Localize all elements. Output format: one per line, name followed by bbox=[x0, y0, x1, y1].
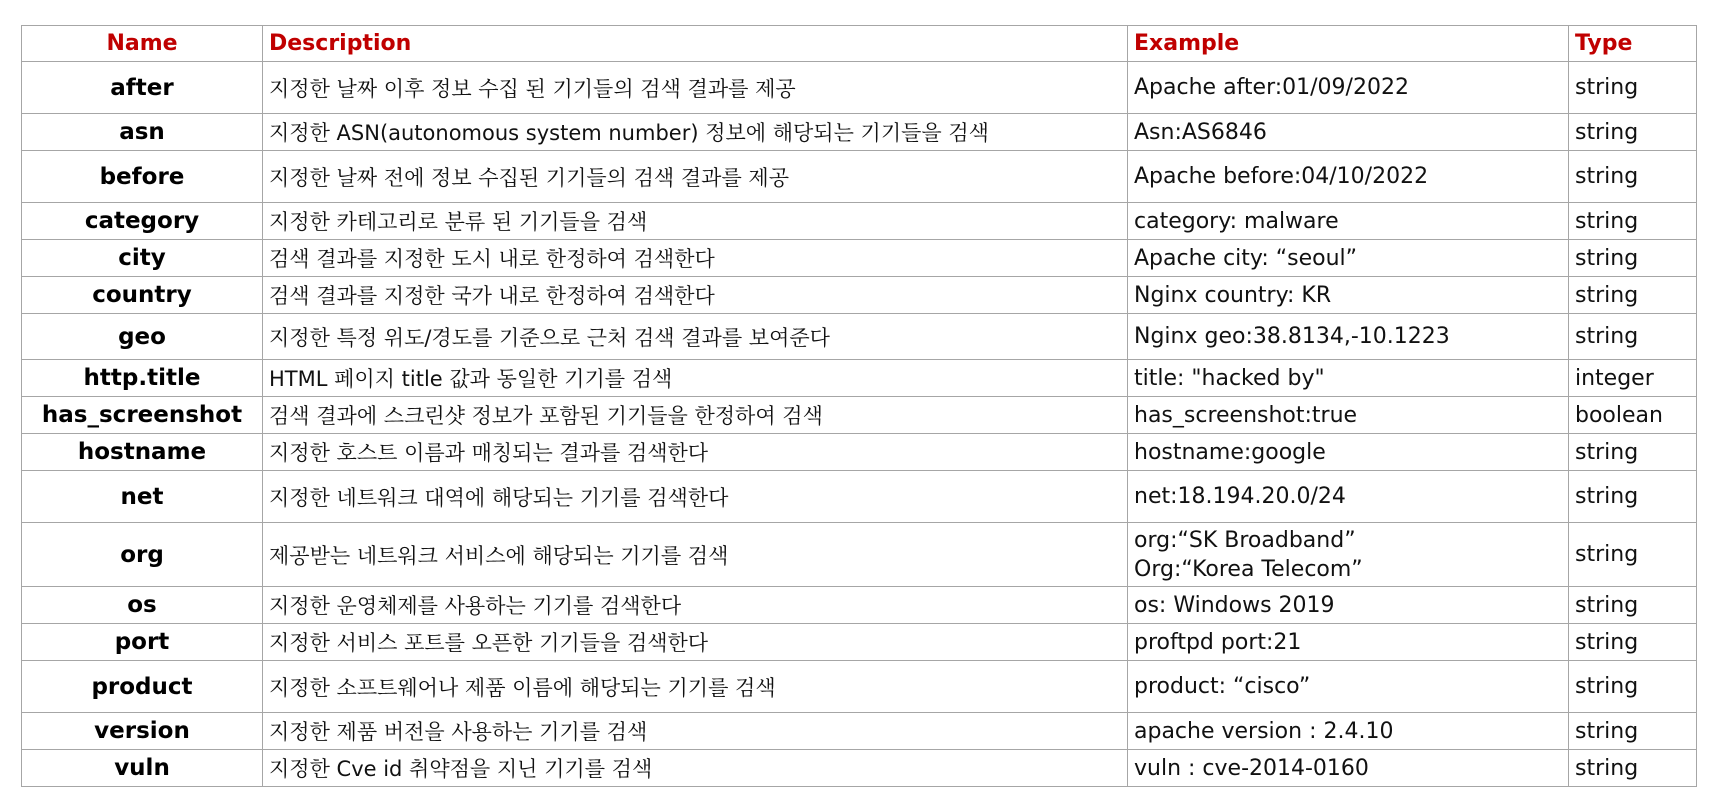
example-line: Org:“Korea Telecom” bbox=[1134, 556, 1363, 582]
row-example bbox=[1128, 624, 1569, 661]
row-description: 지정한 운영체제를 사용하는 기기를 검색한다 bbox=[263, 587, 1128, 624]
table-row bbox=[22, 314, 1697, 360]
header-name: Name bbox=[22, 26, 263, 62]
row-type: string bbox=[1569, 523, 1697, 587]
row-example bbox=[1128, 203, 1569, 240]
row-example bbox=[1128, 471, 1569, 523]
row-name: os bbox=[22, 587, 263, 624]
row-type: string bbox=[1569, 750, 1697, 787]
example-line: os: Windows 2019 bbox=[1134, 592, 1335, 618]
row-description: 지정한 ASN(autonomous system number) 정보에 해당되는 기기들을 검색 bbox=[263, 114, 1128, 151]
row-name: product bbox=[22, 661, 263, 713]
row-name: org bbox=[22, 523, 263, 587]
row-description: 지정한 날짜 전에 정보 수집된 기기들의 검색 결과를 제공 bbox=[263, 151, 1128, 203]
row-name: asn bbox=[22, 114, 263, 151]
row-name: before bbox=[22, 151, 263, 203]
example-line: apache version : 2.4.10 bbox=[1134, 718, 1394, 744]
row-type: string bbox=[1569, 62, 1697, 114]
row-type: string bbox=[1569, 587, 1697, 624]
header-row bbox=[22, 26, 1697, 62]
row-name: city bbox=[22, 240, 263, 277]
row-name: version bbox=[22, 713, 263, 750]
row-example bbox=[1128, 397, 1569, 434]
header-example: Example bbox=[1128, 26, 1569, 62]
row-description: 검색 결과를 지정한 도시 내로 한정하여 검색한다 bbox=[263, 240, 1128, 277]
table-row bbox=[22, 360, 1697, 397]
row-type: string bbox=[1569, 713, 1697, 750]
table-row bbox=[22, 523, 1697, 587]
row-name: category bbox=[22, 203, 263, 240]
row-description: 지정한 네트워크 대역에 해당되는 기기를 검색한다 bbox=[263, 471, 1128, 523]
table-row bbox=[22, 713, 1697, 750]
table-row bbox=[22, 434, 1697, 471]
row-type: string bbox=[1569, 434, 1697, 471]
table-row bbox=[22, 62, 1697, 114]
row-description: 지정한 소프트웨어나 제품 이름에 해당되는 기기를 검색 bbox=[263, 661, 1128, 713]
example-line: vuln : cve-2014-0160 bbox=[1134, 755, 1369, 781]
example-line: Apache after:01/09/2022 bbox=[1134, 75, 1409, 100]
table-row bbox=[22, 587, 1697, 624]
row-type: string bbox=[1569, 277, 1697, 314]
row-description: 지정한 카테고리로 분류 된 기기들을 검색 bbox=[263, 203, 1128, 240]
example-line: Asn:AS6846 bbox=[1134, 119, 1267, 145]
table-row bbox=[22, 114, 1697, 151]
table-row bbox=[22, 661, 1697, 713]
row-name: net bbox=[22, 471, 263, 523]
example-line: Nginx country: KR bbox=[1134, 282, 1332, 308]
example-line: org:“SK Broadband” bbox=[1134, 527, 1356, 553]
row-name: after bbox=[22, 62, 263, 114]
row-description: 지정한 Cve id 취약점을 지닌 기기를 검색 bbox=[263, 750, 1128, 787]
row-description: 지정한 호스트 이름과 매칭되는 결과를 검색한다 bbox=[263, 434, 1128, 471]
example-line: product: “cisco” bbox=[1134, 674, 1311, 699]
row-description: 지정한 특정 위도/경도를 기준으로 근처 검색 결과를 보여준다 bbox=[263, 314, 1128, 360]
table-row bbox=[22, 471, 1697, 523]
row-example bbox=[1128, 360, 1569, 397]
example-line: title: "hacked by" bbox=[1134, 365, 1325, 391]
row-example bbox=[1128, 587, 1569, 624]
row-type: string bbox=[1569, 471, 1697, 523]
row-name: http.title bbox=[22, 360, 263, 397]
row-type: string bbox=[1569, 203, 1697, 240]
row-type: string bbox=[1569, 114, 1697, 151]
row-description: 검색 결과에 스크린샷 정보가 포함된 기기들을 한정하여 검색 bbox=[263, 397, 1128, 434]
table-row bbox=[22, 240, 1697, 277]
example-line: Apache city: “seoul” bbox=[1134, 245, 1358, 271]
example-line: proftpd port:21 bbox=[1134, 629, 1302, 655]
row-example bbox=[1128, 277, 1569, 314]
row-type: string bbox=[1569, 624, 1697, 661]
row-name: country bbox=[22, 277, 263, 314]
row-name: geo bbox=[22, 314, 263, 360]
row-type: string bbox=[1569, 240, 1697, 277]
row-description: HTML 페이지 title 값과 동일한 기기를 검색 bbox=[263, 360, 1128, 397]
row-example bbox=[1128, 750, 1569, 787]
row-example bbox=[1128, 62, 1569, 114]
row-description: 지정한 제품 버전을 사용하는 기기를 검색 bbox=[263, 713, 1128, 750]
table-row bbox=[22, 750, 1697, 787]
row-example bbox=[1128, 661, 1569, 713]
header-description: Description bbox=[263, 26, 1128, 62]
row-description: 지정한 날짜 이후 정보 수집 된 기기들의 검색 결과를 제공 bbox=[263, 62, 1128, 114]
row-example bbox=[1128, 114, 1569, 151]
row-example bbox=[1128, 151, 1569, 203]
row-description: 지정한 서비스 포트를 오픈한 기기들을 검색한다 bbox=[263, 624, 1128, 661]
row-name: hostname bbox=[22, 434, 263, 471]
row-example bbox=[1128, 434, 1569, 471]
table-row bbox=[22, 397, 1697, 434]
row-description: 검색 결과를 지정한 국가 내로 한정하여 검색한다 bbox=[263, 277, 1128, 314]
header-type: Type bbox=[1569, 26, 1697, 62]
example-line: net:18.194.20.0/24 bbox=[1134, 484, 1346, 509]
example-line: hostname:google bbox=[1134, 439, 1326, 465]
example-line: category: malware bbox=[1134, 208, 1339, 234]
row-name: port bbox=[22, 624, 263, 661]
row-type: string bbox=[1569, 314, 1697, 360]
row-example bbox=[1128, 240, 1569, 277]
row-type: integer bbox=[1569, 360, 1697, 397]
row-type: string bbox=[1569, 661, 1697, 713]
row-name: vuln bbox=[22, 750, 263, 787]
table-body bbox=[22, 62, 1697, 787]
row-example bbox=[1128, 713, 1569, 750]
table-row bbox=[22, 203, 1697, 240]
row-type: string bbox=[1569, 151, 1697, 203]
example-line: Apache before:04/10/2022 bbox=[1134, 164, 1429, 189]
example-line: has_screenshot:true bbox=[1134, 402, 1358, 428]
table-row bbox=[22, 624, 1697, 661]
row-description: 제공받는 네트워크 서비스에 해당되는 기기를 검색 bbox=[263, 523, 1128, 587]
example-line: Nginx geo:38.8134,-10.1223 bbox=[1134, 324, 1450, 349]
filter-reference-table bbox=[21, 25, 1697, 787]
row-example bbox=[1128, 523, 1569, 587]
row-example bbox=[1128, 314, 1569, 360]
row-name: has_screenshot bbox=[22, 397, 263, 434]
table-row bbox=[22, 277, 1697, 314]
row-type: boolean bbox=[1569, 397, 1697, 434]
table-row bbox=[22, 151, 1697, 203]
